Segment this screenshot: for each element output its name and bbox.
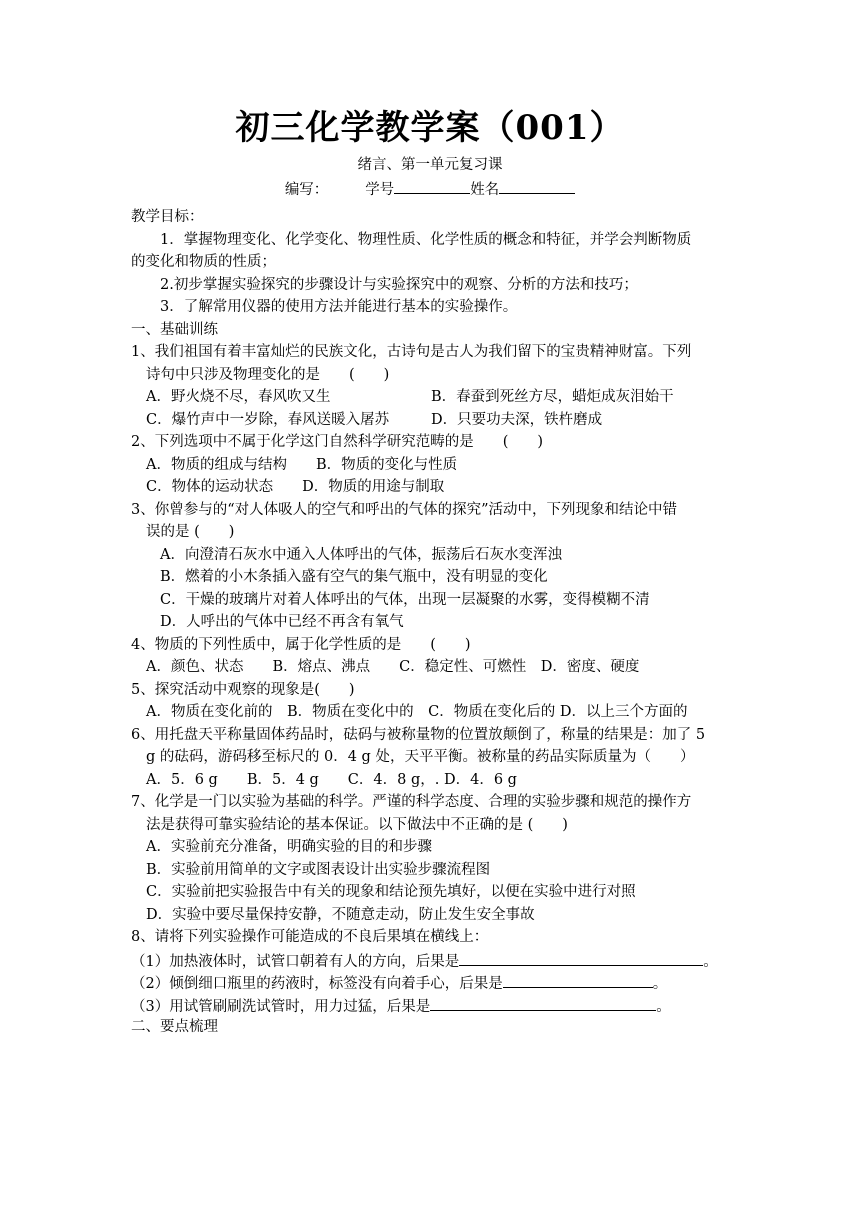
q8-sub-1-text: （1）加热液体时，试管口朝着有人的方向，后果是 xyxy=(131,954,460,970)
q1-option-c: C．爆竹声中一岁除，春风送暖入屠苏 xyxy=(146,412,390,428)
goal-3: 3．了解常用仪器的使用方法并能进行基本的实验操作。 xyxy=(160,299,518,315)
q3-option-d: D．人呼出的气体中已经不再含有氧气 xyxy=(160,614,404,630)
q8-stem: 8、请将下列实验操作可能造成的不良后果填在横线上： xyxy=(131,929,489,945)
q8-sub-2-text: （2）倾倒细口瓶里的药液时，标签没有向着手心，后果是 xyxy=(131,976,503,992)
q8-sub-3-period: 。 xyxy=(656,999,671,1015)
q2-options-cd: C．物体的运动状态 D．物质的用途与制取 xyxy=(146,479,445,495)
q6-stem-line-1: 6、用托盘天平称量固体药品时，砝码与被称量物的位置放颠倒了，称量的结果是：加了 5 xyxy=(131,727,706,743)
q8-sub-2 xyxy=(131,971,667,996)
q1-stem-line-2: 诗句中只涉及物理变化的是 ( ) xyxy=(146,367,390,383)
q3-option-b: B．燃着的小木条插入盛有空气的集气瓶中，没有明显的变化 xyxy=(160,569,548,585)
q8-sub-1-answer-blank[interactable] xyxy=(459,949,703,966)
student-info-line xyxy=(0,178,860,201)
q1-option-a: A．野火烧不尽，春风吹又生 xyxy=(146,389,331,405)
page-subtitle: 绪言、第一单元复习课 xyxy=(357,157,503,173)
q8-sub-2-period: 。 xyxy=(652,976,668,992)
q2-stem: 2、下列选项中不属于化学这门自然科学研究范畴的是 ( ) xyxy=(131,434,544,450)
student-name-blank[interactable] xyxy=(499,178,575,194)
q8-sub-2-answer-blank[interactable] xyxy=(503,971,653,988)
q7-option-c: C．实验前把实验报告中有关的现象和结论预先填好，以便在实验中进行对照 xyxy=(146,884,636,900)
q1-option-d: D．只要功夫深，铁杵磨成 xyxy=(431,412,603,428)
q6-options: A．5．6 g B．5．4 g C．4．8 g，. D．4．6 g xyxy=(146,772,517,788)
q8-sub-1 xyxy=(131,949,718,974)
q3-stem-line-1: 3、你曾参与的“对人体吸人的空气和呼出的气体的探究”活动中，下列现象和结论中错 xyxy=(131,502,678,518)
section-2-heading: 二、要点梳理 xyxy=(131,1019,218,1035)
goal-1-line-2: 的变化和物质的性质； xyxy=(131,254,276,270)
q5-stem: 5、探究活动中观察的现象是( ) xyxy=(131,682,355,698)
q2-options-ab: A．物质的组成与结构 B．物质的变化与性质 xyxy=(146,457,458,473)
q4-stem: 4、物质的下列性质中，属于化学性质的是 ( ) xyxy=(131,637,471,653)
section-1-heading: 一、基础训练 xyxy=(131,322,218,338)
goal-1-line-1: 1．掌握物理变化、化学变化、物理性质、化学性质的概念和特征，并学会判断物质 xyxy=(160,232,692,248)
student-name-label: 姓名 xyxy=(470,182,500,198)
q3-option-a: A．向澄清石灰水中通入人体呼出的气体，振荡后石灰水变浑浊 xyxy=(160,547,562,563)
q7-option-a: A．实验前充分准备，明确实验的目的和步骤 xyxy=(146,839,432,855)
goal-2: 2.初步掌握实验探究的步骤设计与实验探究中的观察、分析的方法和技巧； xyxy=(160,277,638,293)
student-id-blank[interactable] xyxy=(394,178,470,194)
page-title: 初三化学教学案（001） xyxy=(235,108,625,148)
q3-option-c: C．干燥的玻璃片对着人体呼出的气体，出现一层凝聚的水雾，变得模糊不清 xyxy=(160,592,650,608)
q8-sub-3-answer-blank[interactable] xyxy=(430,994,656,1011)
q8-sub-3 xyxy=(131,994,671,1019)
q7-option-d: D．实验中要尽量保持安静，不随意走动，防止发生安全事故 xyxy=(146,907,535,923)
q6-stem-line-2: g 的砝码，游码移至标尺的 0．4 g 处，天平平衡。被称量的药品实际质量为（ ） xyxy=(146,749,695,765)
q3-stem-line-2: 误的是 ( ) xyxy=(146,524,235,540)
q4-options: A．颜色、状态 B．熔点、沸点 C．稳定性、可燃性 D．密度、硬度 xyxy=(146,659,640,675)
q1-option-b: B．春蚕到死丝方尽，蜡炬成灰泪始干 xyxy=(431,389,674,405)
student-id-label: 学号 xyxy=(365,182,395,198)
q7-stem-line-1: 7、化学是一门以实验为基础的科学。严谨的科学态度、合理的实验步骤和规范的操作方 xyxy=(131,794,692,810)
q8-sub-3-text: （3）用试管刷刷洗试管时，用力过猛，后果是 xyxy=(131,999,431,1015)
q5-options: A．物质在变化前的 B．物质在变化中的 C．物质在变化后的 D．以上三个方面的 xyxy=(146,704,688,720)
q1-stem-line-1: 1、我们祖国有着丰富灿烂的民族文化，古诗句是古人为我们留下的宝贵精神财富。下列 xyxy=(131,344,692,360)
q7-option-b: B．实验前用简单的文字或图表设计出实验步骤流程图 xyxy=(146,862,491,878)
q8-sub-1-period: 。 xyxy=(703,954,718,970)
author-label: 编写： xyxy=(284,182,329,198)
goals-heading: 教学目标： xyxy=(131,209,204,225)
q7-stem-line-2: 法是获得可靠实验结论的基本保证。以下做法中不正确的是 ( ) xyxy=(146,817,568,833)
